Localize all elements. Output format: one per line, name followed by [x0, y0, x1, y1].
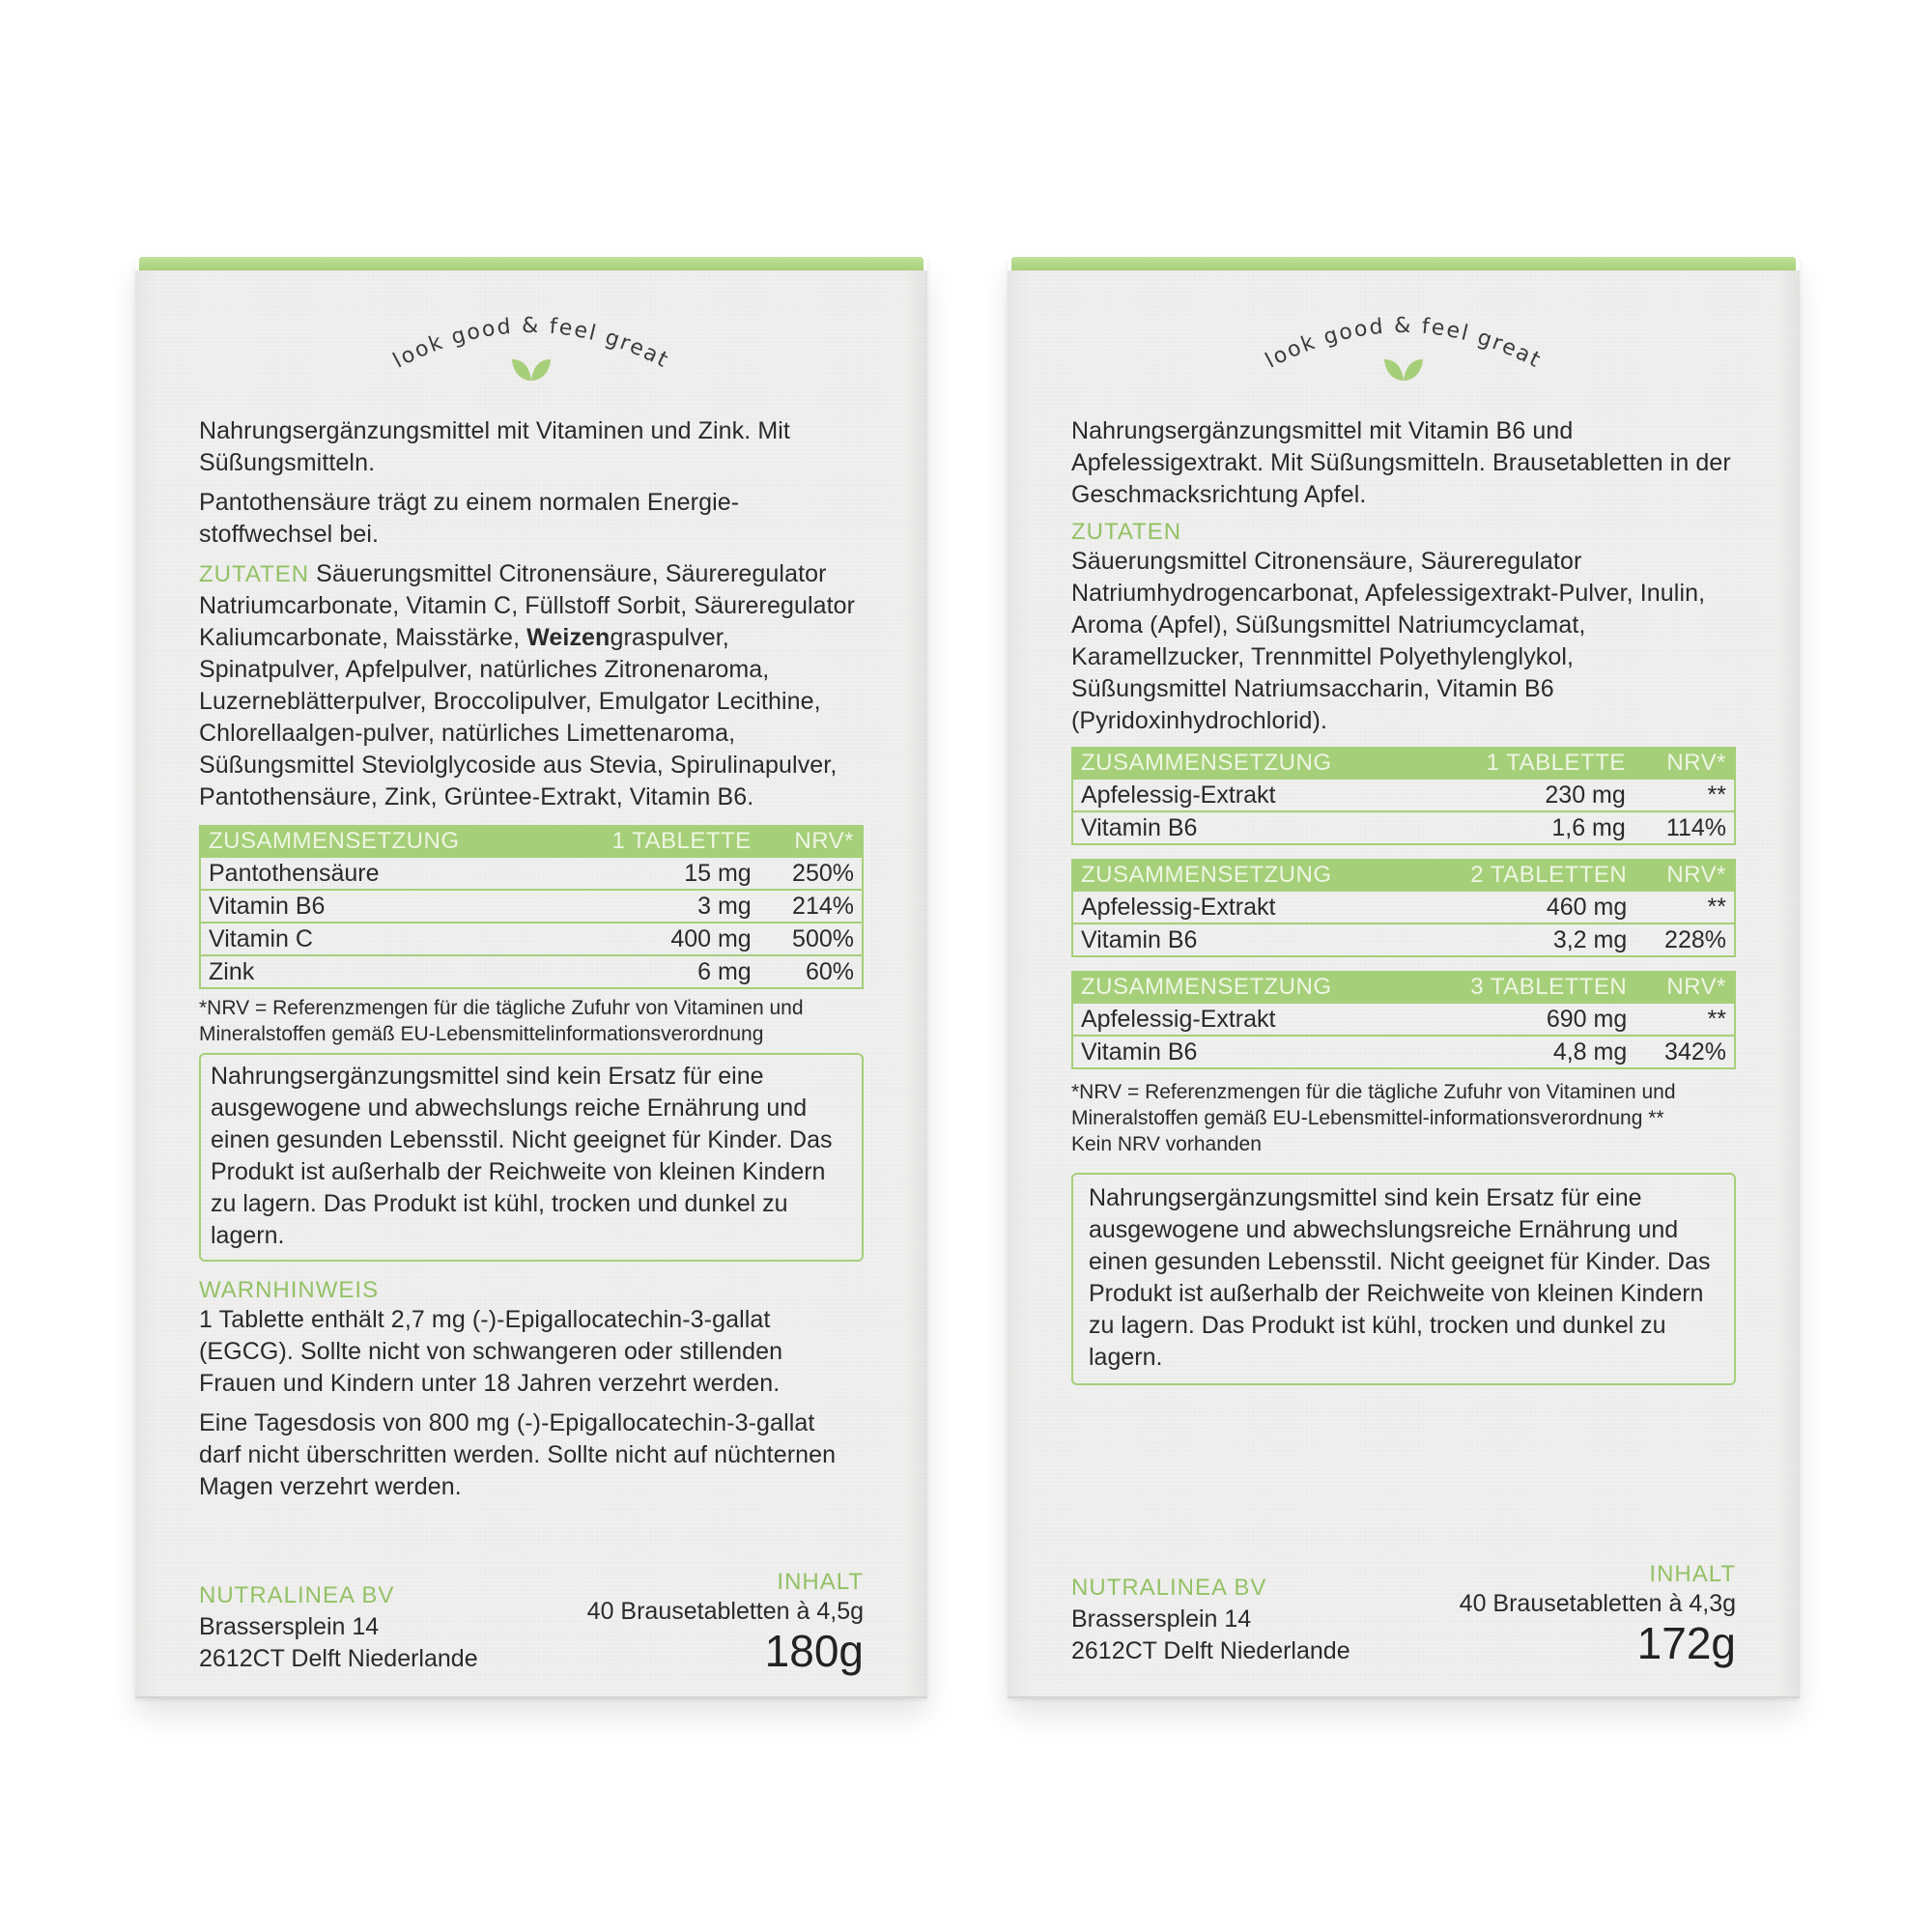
content-count: 40 Brausetabletten à 4,5g — [586, 1598, 864, 1625]
table-row — [200, 923, 863, 955]
slogan-text: look good & feel great — [389, 313, 673, 374]
nutrient-amount: 1,6 mg — [1428, 811, 1634, 844]
col-header-dose: 1 TABLETTE — [554, 826, 758, 857]
leaf-logo-icon — [1382, 357, 1425, 387]
content-label: INHALT — [1649, 1561, 1736, 1587]
nutrient-name: Vitamin B6 — [1072, 923, 1414, 956]
health-claim: Pantothensäure trägt zu einem normalen Energie-stoffwechsel bei. — [199, 489, 740, 548]
composition-table-2 — [1071, 859, 1736, 957]
leaf-logo-icon — [510, 357, 553, 387]
box-back-panel — [135, 270, 927, 1698]
nutrient-amount: 230 mg — [1428, 779, 1634, 811]
nutrient-amount: 4,8 mg — [1414, 1036, 1634, 1068]
nutrient-nrv: ** — [1634, 891, 1735, 923]
ingredients-label: ZUTATEN — [199, 561, 310, 587]
product-intro: Nahrungsergänzungsmittel mit Vitamin B6 und Apfelessigextrakt. Mit Süßungsmitteln. Brausetabletten in der Geschmacksrichtung Apfel. — [1071, 417, 1731, 508]
company-name: NUTRALINEA BV — [1071, 1575, 1267, 1601]
disclaimer-text: Nahrungsergänzungsmittel sind kein Ersatz für eine ausgewogene und abwechslungs reiche Ernährung und einen gesunden Lebensstil. Nicht geeignet für Kinder. Das Produkt ist außerhalb der Reichweite von kleinen Kindern zu lagern. Das Produkt ist kühl, trocken und dunkel zu lagern. — [211, 1063, 833, 1249]
table-row — [1072, 891, 1735, 923]
warning-text-1: 1 Tablette enthält 2,7 mg (-)-Epigallocatechin-3-gallat (EGCG). Sollte nicht von schwangeren oder stillenden Frauen und Kindern unter 18 Jahren verzehrt werden. — [199, 1306, 783, 1397]
disclaimer-box — [1071, 1173, 1736, 1385]
nutrient-nrv: 214% — [759, 890, 863, 923]
content-info — [1460, 1561, 1736, 1667]
city: 2612CT Delft Niederlande — [199, 1645, 478, 1672]
product-intro: Nahrungsergänzungsmittel mit Vitaminen und Zink. Mit Süßungsmitteln. — [199, 417, 790, 476]
table-row — [1072, 811, 1735, 844]
nutrient-name: Vitamin B6 — [200, 890, 554, 923]
city: 2612CT Delft Niederlande — [1071, 1637, 1350, 1664]
ingredients-text-a: Säuerungsmittel Citronensäure, Säureregulator Natriumcarbonate, Vitamin C, Füllstoff Sorbit, Säureregulator Kaliumcarbonate, Maisstärke, — [199, 560, 856, 651]
disclaimer-text: Nahrungsergänzungsmittel sind kein Ersatz für eine ausgewogene und abwechslungsreiche Ernährung und einen gesunden Lebensstil. Nicht geeignet für Kinder. Das Produkt ist außerhalb der Reichweite von kleinen Kindern zu lagern. Das Produkt ist kühl, trocken und dunkel zu lagern. — [1089, 1184, 1711, 1371]
content-weight: 172g — [1636, 1618, 1736, 1668]
content-weight: 180g — [764, 1626, 864, 1676]
composition-table-1 — [1071, 747, 1736, 845]
table-row — [200, 857, 863, 890]
content-count: 40 Brausetabletten à 4,3g — [1459, 1590, 1736, 1617]
composition-table — [199, 825, 864, 989]
nutrient-nrv: 250% — [759, 857, 863, 890]
warning-section — [199, 1277, 864, 1503]
nutrient-nrv: 342% — [1634, 1036, 1735, 1068]
col-header-dose: 1 TABLETTE — [1428, 748, 1634, 779]
nrv-footnote: *NRV = Referenzmengen für die tägliche Zufuhr von Vitaminen und Mineralstoffen gemäß EU-Lebensmittelinformationsverordnung — [199, 997, 804, 1045]
warning-text-2: Eine Tagesdosis von 800 mg (-)-Epigallocatechin-3-gallat darf nicht überschritten werden. Sollte nicht auf nüchternen Magen verzehrt werden. — [199, 1409, 837, 1500]
nutrient-nrv: 228% — [1634, 923, 1735, 956]
nutrient-nrv: 60% — [759, 955, 863, 988]
ingredients-text-b: graspulver, Spinatpulver, Apfelpulver, natürliches Zitronenaroma, Luzerneblätterpulver, Broccolipulver, Emulgator Lecithine, Chlorellaalgen-pulver, natürliches Limettenaroma, Süßungsmittel Steviolglycoside aus Stevia, Spirulinapulver, Pantothensäure, Zink, Grüntee-Extrakt, Vitamin B6. — [199, 624, 838, 810]
col-header-composition: ZUSAMMENSETZUNG — [1072, 972, 1414, 1003]
table-row — [1072, 1036, 1735, 1068]
product-box-right — [1008, 257, 1800, 1698]
nutrient-name: Zink — [200, 955, 554, 988]
nutrient-name: Vitamin B6 — [1072, 1036, 1414, 1068]
ingredients-text: Säuerungsmittel Citronensäure, Säureregulator Natriumhydrogencarbonat, Apfelessigextrakt-Pulver, Inulin, Aroma (Apfel), Süßungsmittel Natriumcyclamat, Karamellzucker, Trennmittel Polyethylenglykol, Süßungsmittel Natriumsaccharin, Vitamin B6 (Pyridoxinhydrochlorid). — [1071, 548, 1706, 734]
table-row — [1072, 1003, 1735, 1036]
disclaimer-box — [199, 1053, 864, 1262]
table-row — [200, 890, 863, 923]
col-header-dose: 2 TABLETTEN — [1414, 860, 1634, 891]
nrv-footnote: *NRV = Referenzmengen für die tägliche Zufuhr von Vitaminen und Mineralstoffen gemäß EU-Lebensmittel-informationsverordnung ** Kein NRV vorhanden — [1071, 1081, 1676, 1155]
nutrient-amount: 6 mg — [554, 955, 758, 988]
nutrient-amount: 3 mg — [554, 890, 758, 923]
nutrient-amount: 3,2 mg — [1414, 923, 1634, 956]
nutrient-name: Vitamin C — [200, 923, 554, 955]
ingredients — [199, 558, 864, 813]
content-label: INHALT — [777, 1569, 864, 1595]
nutrient-nrv: 114% — [1634, 811, 1735, 844]
composition-table-3 — [1071, 971, 1736, 1069]
content-info — [587, 1569, 864, 1675]
nutrient-amount: 15 mg — [554, 857, 758, 890]
box-back-panel — [1008, 270, 1800, 1698]
company-name: NUTRALINEA BV — [199, 1582, 395, 1608]
nutrient-name: Vitamin B6 — [1072, 811, 1428, 844]
col-header-nrv: NRV* — [759, 826, 863, 857]
product-box-left — [135, 257, 927, 1698]
nutrient-name: Apfelessig-Extrakt — [1072, 1003, 1414, 1036]
table-row — [1072, 923, 1735, 956]
col-header-composition: ZUSAMMENSETZUNG — [200, 826, 554, 857]
col-header-composition: ZUSAMMENSETZUNG — [1072, 748, 1428, 779]
slogan-text: look good & feel great — [1262, 313, 1546, 374]
street: Brassersplein 14 — [1071, 1605, 1252, 1633]
col-header-dose: 3 TABLETTEN — [1414, 972, 1634, 1003]
col-header-nrv: NRV* — [1634, 860, 1735, 891]
nutrient-nrv: 500% — [759, 923, 863, 955]
allergen-highlight: Weizen — [526, 624, 611, 651]
table-row — [1072, 779, 1735, 811]
box-lid-stripe — [1011, 257, 1796, 270]
box-footer — [199, 1559, 864, 1675]
table-row — [200, 955, 863, 988]
street: Brassersplein 14 — [199, 1613, 380, 1640]
nutrient-amount: 460 mg — [1414, 891, 1634, 923]
nutrient-nrv: ** — [1634, 779, 1735, 811]
warning-label: WARNHINWEIS — [199, 1277, 380, 1303]
ingredients-label: ZUTATEN — [1071, 519, 1182, 545]
col-header-nrv: NRV* — [1634, 972, 1735, 1003]
col-header-nrv: NRV* — [1634, 748, 1735, 779]
nutrient-amount: 690 mg — [1414, 1003, 1634, 1036]
box-lid-stripe — [139, 257, 923, 270]
nutrient-amount: 400 mg — [554, 923, 758, 955]
nutrient-name: Pantothensäure — [200, 857, 554, 890]
nutrient-nrv: ** — [1634, 1003, 1735, 1036]
box-footer — [1071, 1551, 1736, 1667]
manufacturer-address — [1071, 1572, 1350, 1667]
col-header-composition: ZUSAMMENSETZUNG — [1072, 860, 1414, 891]
nutrient-name: Apfelessig-Extrakt — [1072, 891, 1414, 923]
nutrient-name: Apfelessig-Extrakt — [1072, 779, 1428, 811]
manufacturer-address — [199, 1579, 478, 1675]
